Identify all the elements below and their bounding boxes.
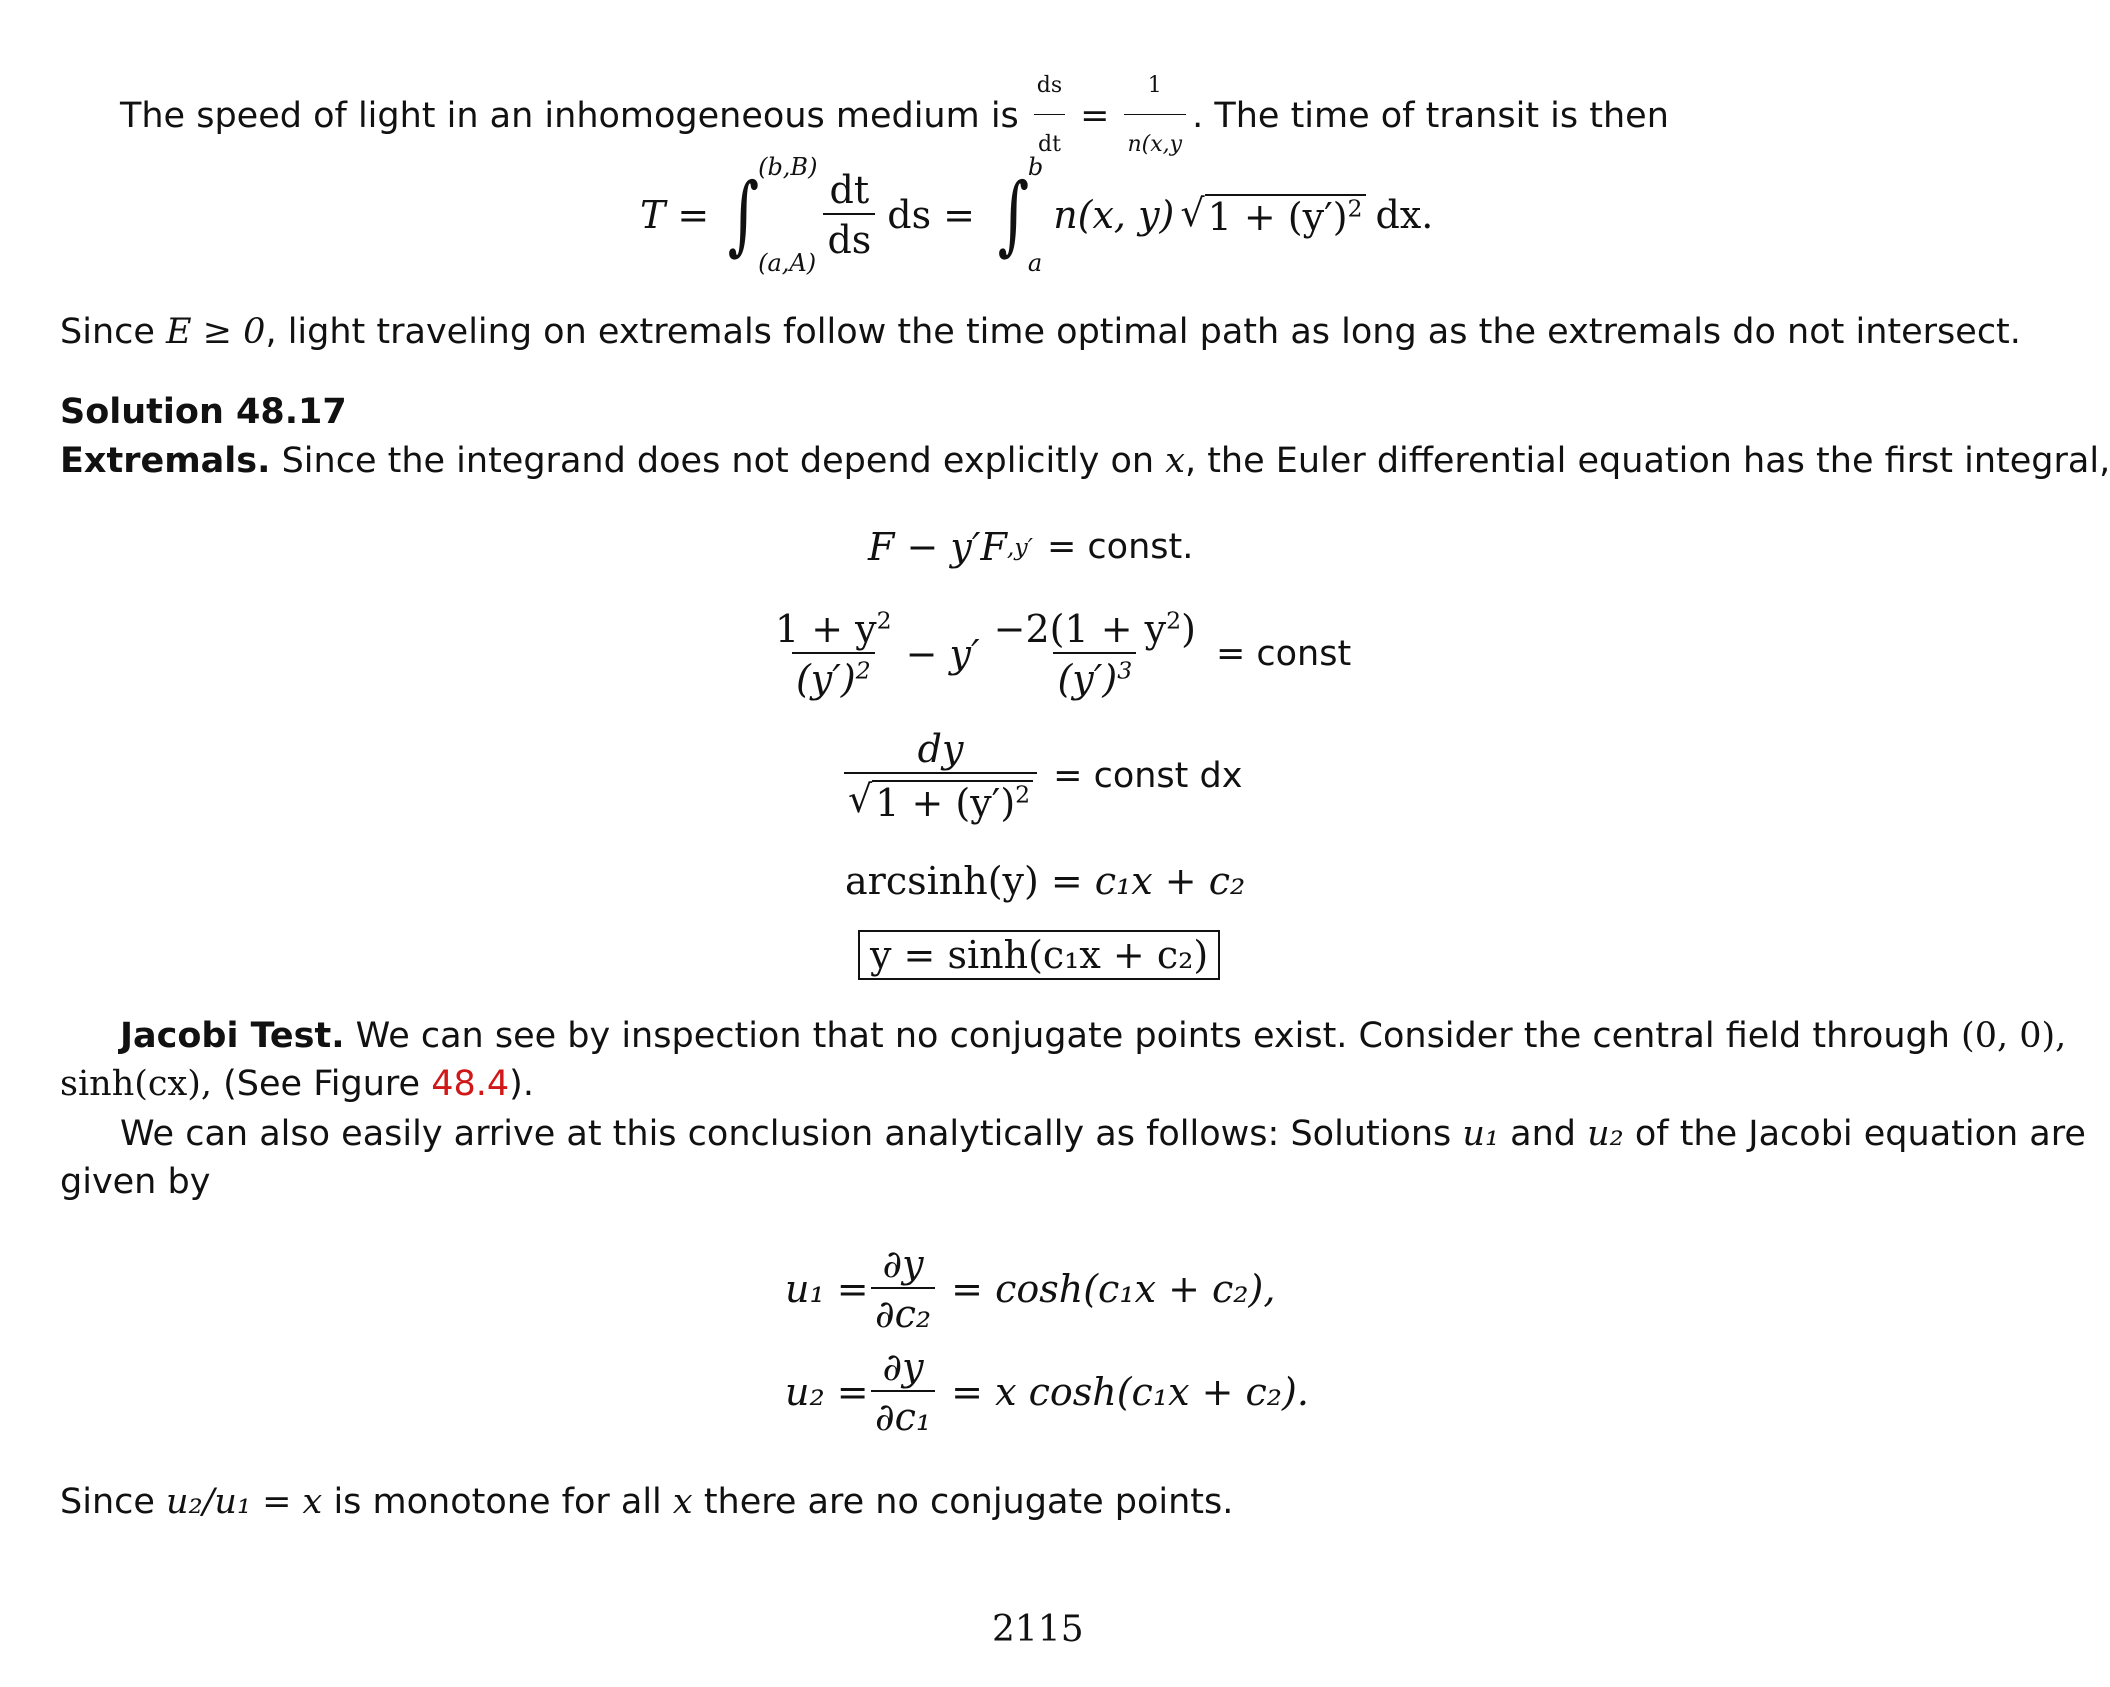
equals-sign: = bbox=[1080, 95, 1110, 136]
analytic-paragraph-line1: We can also easily arrive at this conclusion analytically as follows: Solutions u₁ and u₂ of the Jacobi equation are bbox=[120, 1114, 2086, 1154]
analytic-paragraph-line2: given by bbox=[60, 1162, 211, 1202]
inverse-index-fraction: $\frac{1}{n(x,y}$ bbox=[1124, 62, 1187, 169]
since-line: Since E ≥ 0, light traveling on extremals follow the time optimal path as long as the extremals do not intersect. bbox=[60, 312, 2021, 352]
jacobi-paragraph-line2: sinh(cx), (See Figure 48.4). bbox=[60, 1064, 534, 1104]
extremals-label: Extremals. bbox=[60, 441, 271, 481]
integral-limits-2: b a bbox=[1027, 153, 1044, 277]
conclusion-line: Since u₂/u₁ = x is monotone for all x there are no conjugate points. bbox=[60, 1482, 1234, 1522]
transit-time-equation bbox=[640, 150, 1433, 280]
integral-sign-2: ∫ bbox=[997, 165, 1030, 265]
eq-T-lhs: T = bbox=[640, 193, 710, 237]
arcsinh-equation: arcsinh(y) = c₁x + c₂ bbox=[845, 859, 1246, 903]
integral-limits-1: (b,B) (a,A) bbox=[758, 153, 818, 277]
integral-sign: ∫ bbox=[727, 165, 760, 265]
first-integral-equation: F − y′F ,y′ = const. bbox=[868, 525, 1194, 569]
jacobi-solution-u1: u₁ = $\frac{\partial y}{\text{∂c₂}}$ = cosh(c₁x + c₂), bbox=[785, 1242, 1276, 1336]
ds-dt-fraction: $\frac{ds}{dt}$ bbox=[1033, 62, 1066, 169]
figure-link[interactable]: 48.4 bbox=[431, 1064, 510, 1104]
dt-ds-fraction: $\frac{dt}{ds}$ bbox=[823, 171, 875, 259]
extremal-solution-box: y = sinh(c₁x + c₂) bbox=[858, 930, 1220, 980]
intro-text: The speed of light in an inhomogeneous medium is bbox=[120, 95, 1019, 136]
extremals-paragraph: Extremals. Since the integrand does not depend explicitly on x, the Euler differential equation has the first integral, bbox=[60, 441, 2110, 481]
jacobi-solution-u2: u₂ = $\frac{\partial y}{\text{∂c₁}}$ = x cosh(c₁x + c₂). bbox=[785, 1345, 1309, 1439]
separable-equation: dy √ $1 + (y')^2$ = const dx bbox=[838, 730, 1242, 822]
jacobi-paragraph-line1: Jacobi Test. We can see by inspection that no conjugate points exist. Consider the central field through (0, 0), bbox=[120, 1016, 2067, 1056]
intro-text-tail: . The time of transit is then bbox=[1192, 95, 1669, 136]
eq-T-integrand: n(x, y) bbox=[1053, 193, 1175, 237]
euler-substitution-equation: $\frac{1 + y^2}{(y')^2}$ − y′ $\frac{-2(1 + y^2)}{(y')^3}$ = const bbox=[775, 606, 1352, 701]
jacobi-label: Jacobi Test. bbox=[120, 1016, 345, 1056]
eq-T-mid: ds = bbox=[887, 193, 976, 237]
page-number: 2115 bbox=[992, 1609, 1084, 1650]
condition-math: E ≥ 0 bbox=[166, 312, 266, 352]
solution-heading: Solution 48.17 bbox=[60, 392, 347, 432]
eq-T-tail: dx. bbox=[1375, 193, 1434, 237]
sqrt-expression: √ $1 + (y')^2$ bbox=[1180, 194, 1365, 236]
